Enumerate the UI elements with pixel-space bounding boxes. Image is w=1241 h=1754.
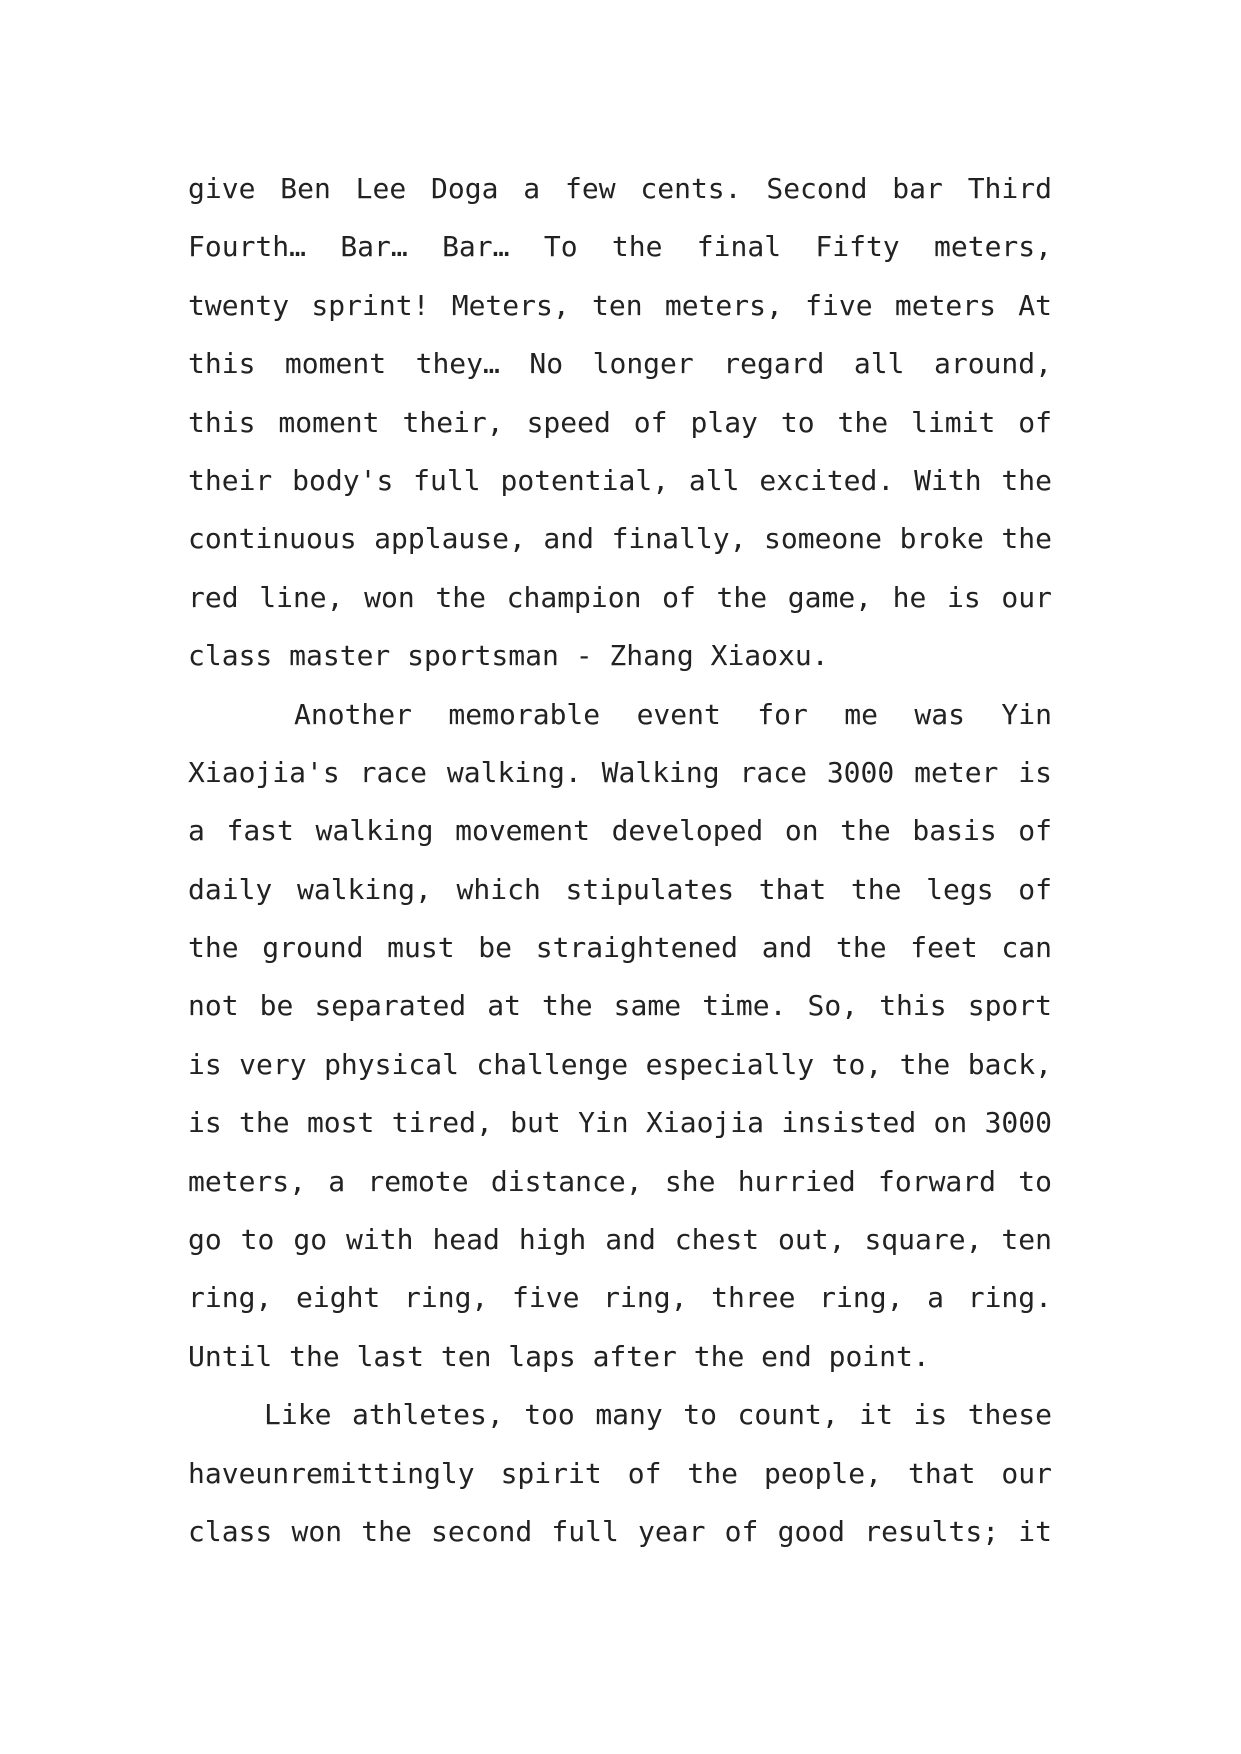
- text-line: is the most tired, but Yin Xiaojia insisted on 3000: [188, 1106, 1052, 1140]
- text-line: not be separated at the same time. So, this sport: [188, 989, 1052, 1023]
- text-line: give Ben Lee Doga a few cents. Second bar Third: [188, 172, 1052, 205]
- text-line: Another memorable event for me was Yin: [294, 697, 1052, 731]
- paragraph-2: [188, 686, 1052, 1387]
- document-body: [188, 160, 1052, 1561]
- text-line: continuous applause, and finally, someone broke the: [188, 522, 1052, 556]
- text-line: a fast walking movement developed on the basis of: [188, 814, 1052, 848]
- text-line: Fourth… Bar… Bar… To the final Fifty meters,: [188, 230, 1052, 264]
- text-line: Xiaojia's race walking. Walking race 3000 meter is: [188, 755, 1052, 789]
- text-line: this moment they… No longer regard all around,: [188, 347, 1052, 381]
- text-line: haveunremittingly spirit of the people, that our: [188, 1456, 1052, 1490]
- text-line: meters, a remote distance, she hurried forward to: [188, 1164, 1052, 1198]
- text-line: daily walking, which stipulates that the legs of: [188, 872, 1052, 906]
- text-line: class master sportsman - Zhang Xiaoxu.: [188, 639, 829, 673]
- text-line: this moment their, speed of play to the limit of: [188, 405, 1052, 439]
- text-line: Like athletes, too many to count, it is these: [264, 1398, 1052, 1432]
- text-line: the ground must be straightened and the feet can: [188, 931, 1052, 965]
- text-line: red line, won the champion of the game, he is our: [188, 580, 1052, 614]
- text-line: Until the last ten laps after the end point.: [188, 1339, 930, 1373]
- text-line: ring, eight ring, five ring, three ring, a ring.: [188, 1281, 1052, 1315]
- text-line: their body's full potential, all excited. With the: [188, 463, 1052, 497]
- text-line: twenty sprint! Meters, ten meters, five meters At: [188, 288, 1052, 322]
- paragraph-3: [188, 1386, 1052, 1561]
- text-line: go to go with head high and chest out, square, ten: [188, 1223, 1052, 1257]
- paragraph-1: [188, 160, 1052, 686]
- text-line: is very physical challenge especially to, the back,: [188, 1047, 1052, 1081]
- text-line: class won the second full year of good results; it: [188, 1514, 1052, 1548]
